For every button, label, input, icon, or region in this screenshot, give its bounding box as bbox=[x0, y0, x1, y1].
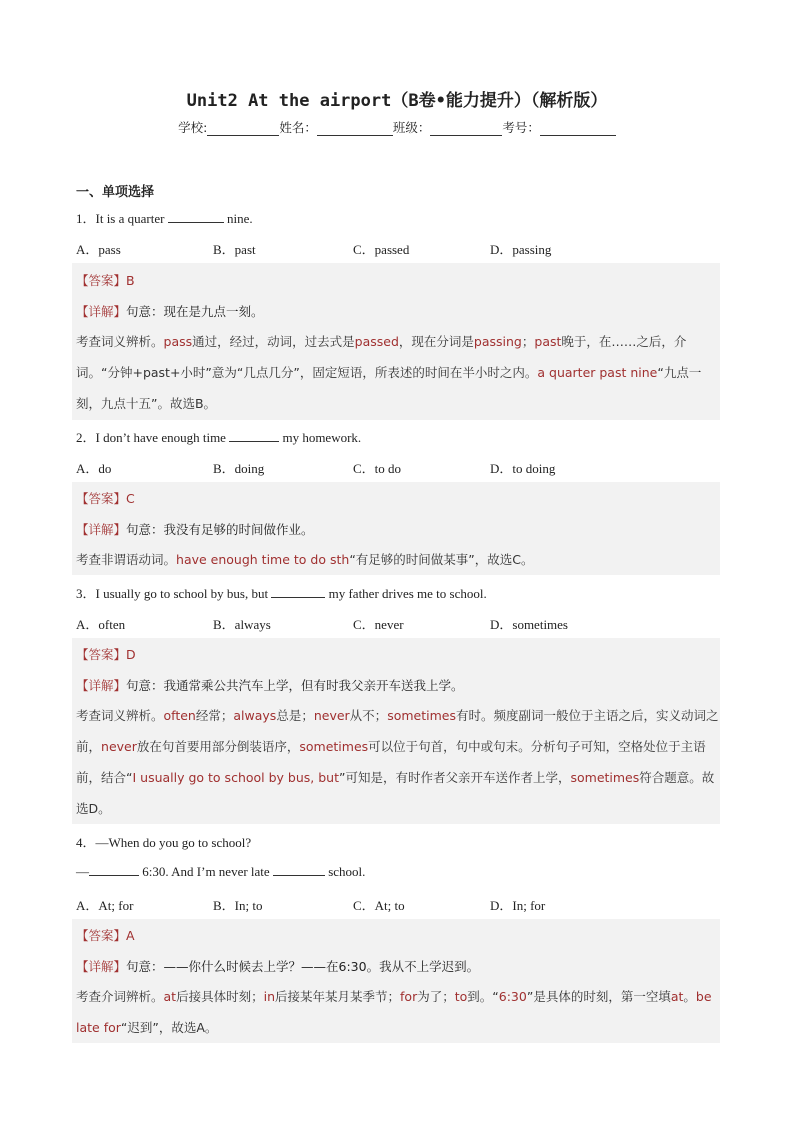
question-1-explanation bbox=[76, 326, 722, 419]
question-3-explanation bbox=[76, 700, 722, 824]
detail-intro: 句意：现在是九点一刻。 bbox=[126, 304, 264, 319]
question-2-explanation bbox=[76, 544, 722, 575]
question-3-text-a: 3．I usually go to school by bus, but bbox=[76, 586, 272, 601]
student-info-line bbox=[0, 118, 794, 136]
exp-text: “九点一刻，九点十五”。故选B。 bbox=[76, 365, 702, 411]
section-title: 一、单项选择 bbox=[76, 185, 155, 200]
question-4-detail bbox=[76, 957, 479, 975]
exp-term: at bbox=[163, 989, 177, 1004]
question-2-option-c[interactable]: C．to do bbox=[353, 461, 402, 476]
exp-text: 考查词义辨析。 bbox=[76, 708, 164, 723]
exp-text: 后接某年某月某季节； bbox=[275, 989, 401, 1004]
question-4-stem-line-2 bbox=[76, 863, 365, 880]
school-blank[interactable] bbox=[207, 121, 279, 136]
exp-text: 有时。频度副词一般位于主语之后，实义动词之前， bbox=[76, 708, 719, 754]
class-label: 班级： bbox=[392, 120, 431, 135]
question-4-option-d[interactable]: D．In; for bbox=[490, 898, 546, 913]
exp-term: never bbox=[101, 739, 137, 754]
question-1-text-a: 1．It is a quarter bbox=[76, 211, 168, 226]
exp-term: often bbox=[163, 708, 196, 723]
answer-label: 【答案】 bbox=[76, 273, 127, 288]
question-1-option-c[interactable]: C．passed bbox=[353, 242, 410, 257]
question-2-detail bbox=[76, 520, 314, 538]
exp-text: 。 bbox=[683, 989, 696, 1004]
page-title: Unit2 At the airport（B卷•能力提升）（解析版） bbox=[186, 91, 608, 111]
question-3-option-c[interactable]: C．never bbox=[353, 617, 404, 632]
question-4-option-a[interactable]: A．At; for bbox=[76, 898, 134, 913]
exp-text: 考查非谓语动词。 bbox=[76, 552, 177, 567]
question-3-text-b: my father drives me to school. bbox=[325, 586, 487, 601]
exp-text: 考查介词辨析。 bbox=[76, 989, 164, 1004]
exp-term: never bbox=[313, 708, 350, 723]
question-2-option-d[interactable]: D．to doing bbox=[490, 461, 556, 476]
exp-term: always bbox=[233, 708, 277, 723]
detail-label: 【详解】 bbox=[76, 522, 127, 537]
exp-term: in bbox=[263, 989, 275, 1004]
question-1-answer bbox=[76, 271, 135, 289]
school-label: 学校: bbox=[178, 120, 208, 135]
exp-text: ，现在分词是 bbox=[398, 334, 474, 349]
question-3-option-a[interactable]: A．often bbox=[76, 617, 126, 632]
question-3-option-b[interactable]: B．always bbox=[213, 617, 271, 632]
exp-term: a quarter past nine bbox=[537, 365, 658, 380]
exp-term: pass bbox=[163, 334, 193, 349]
answer-value: B bbox=[126, 273, 135, 288]
question-3-stem bbox=[76, 583, 487, 602]
exp-term: I usually go to school by bus, but bbox=[132, 770, 339, 785]
question-4-blank-1 bbox=[89, 863, 139, 876]
detail-intro: 句意：我没有足够的时间做作业。 bbox=[126, 522, 314, 537]
detail-intro: 句意：——你什么时候去上学？——在6:30。我从不上学迟到。 bbox=[126, 959, 480, 974]
question-2-blank bbox=[229, 429, 279, 442]
question-3-option-d[interactable]: D．sometimes bbox=[490, 617, 568, 632]
detail-intro: 句意：我通常乘公共汽车上学，但有时我父亲开车送我上学。 bbox=[126, 678, 464, 693]
question-3-blank bbox=[271, 585, 325, 598]
name-label: 姓名： bbox=[279, 120, 317, 135]
name-blank[interactable] bbox=[317, 121, 393, 136]
answer-label: 【答案】 bbox=[76, 928, 127, 943]
class-blank[interactable] bbox=[430, 121, 502, 136]
exp-text: 经常； bbox=[195, 708, 234, 723]
answer-value: C bbox=[126, 491, 135, 506]
exp-text: 可以位于句首，句中或句末。分析句子可知，空格处位于主语前，结合“ bbox=[76, 739, 706, 785]
exp-text: 符合题意。故选D。 bbox=[76, 770, 715, 816]
exp-term: be late for bbox=[76, 989, 712, 1035]
exp-text: ”可知是，有时作者父亲开车送作者上学， bbox=[339, 770, 571, 785]
question-2-stem bbox=[76, 427, 361, 446]
exp-text: 晚于，在……之后，介词。“分钟+past+小时”意为“几点几分”，固定短语，所表述的时间在半小时之内。 bbox=[76, 334, 687, 380]
question-1-option-a[interactable]: A．pass bbox=[76, 242, 121, 257]
exp-text: ”是具体的时刻，第一空填 bbox=[526, 989, 671, 1004]
exp-term: sometimes bbox=[299, 739, 369, 754]
exp-text: 通过，经过，动词，过去式是 bbox=[192, 334, 355, 349]
exp-text: 从不； bbox=[349, 708, 388, 723]
exp-text: 为了； bbox=[417, 989, 455, 1004]
exp-term: for bbox=[400, 989, 418, 1004]
exp-text: 到。“ bbox=[467, 989, 499, 1004]
exp-text: 放在句首要用部分倒装语序， bbox=[136, 739, 300, 754]
question-1-detail bbox=[76, 302, 264, 320]
exp-term: have enough time to do sth bbox=[176, 552, 350, 567]
question-1-blank bbox=[168, 210, 224, 223]
question-4-text-c: school. bbox=[324, 864, 366, 879]
exp-text: 考查词义辨析。 bbox=[76, 334, 164, 349]
answer-value: A bbox=[126, 928, 135, 943]
answer-label: 【答案】 bbox=[76, 647, 127, 662]
detail-label: 【详解】 bbox=[76, 678, 127, 693]
exp-text: “有足够的时间做某事”，故选C。 bbox=[349, 552, 534, 567]
exp-term: at bbox=[670, 989, 684, 1004]
exam-no-blank[interactable] bbox=[540, 121, 616, 136]
exp-term: to bbox=[454, 989, 468, 1004]
question-2-option-b[interactable]: B．doing bbox=[213, 461, 265, 476]
question-3-detail bbox=[76, 676, 464, 694]
question-2-answer bbox=[76, 489, 135, 507]
question-3-answer bbox=[76, 645, 136, 663]
detail-label: 【详解】 bbox=[76, 959, 127, 974]
question-4-text-b: 6:30. And I’m never late bbox=[139, 864, 273, 879]
exam-no-label: 考号： bbox=[502, 120, 540, 135]
exp-term: sometimes bbox=[570, 770, 640, 785]
question-1-option-b[interactable]: B．past bbox=[213, 242, 256, 257]
exp-text: ； bbox=[521, 334, 535, 349]
question-4-blank-2 bbox=[273, 863, 325, 876]
exp-text: “迟到”，故选A。 bbox=[120, 1020, 218, 1035]
question-4-option-b[interactable]: B．In; to bbox=[213, 898, 263, 913]
exp-term: passed bbox=[354, 334, 399, 349]
question-2-text-b: my homework. bbox=[279, 430, 362, 445]
exp-text: 后接具体时刻； bbox=[176, 989, 264, 1004]
answer-value: D bbox=[126, 647, 136, 662]
question-2-option-a[interactable]: A．do bbox=[76, 461, 112, 476]
exp-term: past bbox=[534, 334, 562, 349]
answer-label: 【答案】 bbox=[76, 491, 127, 506]
exp-term: 6:30 bbox=[498, 989, 527, 1004]
detail-label: 【详解】 bbox=[76, 304, 127, 319]
question-1-stem bbox=[76, 208, 253, 227]
question-4-explanation bbox=[76, 981, 722, 1043]
question-4-stem-line-1: 4．—When do you go to school? bbox=[76, 835, 252, 850]
question-4-option-c[interactable]: C．At; to bbox=[353, 898, 405, 913]
exp-text: 总是； bbox=[276, 708, 314, 723]
exp-term: sometimes bbox=[387, 708, 456, 723]
question-1-text-b: nine. bbox=[223, 211, 253, 226]
question-2-text-a: 2．I don’t have enough time bbox=[76, 430, 230, 445]
question-4-answer bbox=[76, 926, 135, 944]
question-4-dash: — bbox=[76, 864, 89, 879]
question-1-option-d[interactable]: D．passing bbox=[490, 242, 552, 257]
exp-term: passing bbox=[473, 334, 522, 349]
